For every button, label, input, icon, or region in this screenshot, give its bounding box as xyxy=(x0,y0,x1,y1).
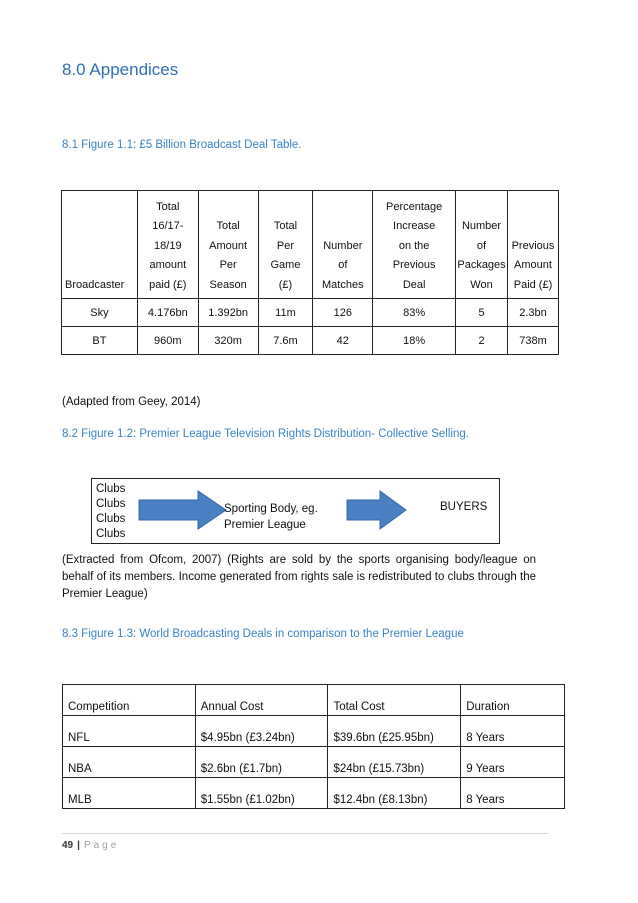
figure-2-note: (Extracted from Ofcom, 2007) (Rights are sold by the sports organising body/league on behalf of its members. Income generated from rights sale is redistributed to clubs through the Premier League) xyxy=(62,554,536,600)
clubs-list xyxy=(96,482,125,542)
table-cell: NFL xyxy=(63,716,196,747)
figure-3-caption: 8.3 Figure 1.3: World Broadcasting Deals in comparison to the Premier League xyxy=(62,628,464,640)
table-header-row xyxy=(63,685,565,716)
header-line: Total xyxy=(273,220,298,232)
table-cell: Sky xyxy=(62,299,138,327)
header-line: Number xyxy=(461,220,502,232)
header-line: Amount xyxy=(514,259,552,271)
sporting-body xyxy=(224,501,318,533)
page-word: Page xyxy=(83,840,120,851)
table-header-cell: Annual Cost xyxy=(195,685,328,716)
header-line: 16/17- xyxy=(152,220,184,232)
header-line: paid (£) xyxy=(149,278,187,291)
header-line: Percentage xyxy=(386,200,443,213)
table-cell: 2.3bn xyxy=(508,299,559,327)
header-line: of xyxy=(476,239,487,252)
table-row xyxy=(63,716,565,747)
table-cell: 320m xyxy=(198,327,258,355)
header-line: Number xyxy=(323,239,363,252)
header-line: Paid (£) xyxy=(513,278,553,291)
table-cell: $39.6bn (£25.95bn) xyxy=(328,716,461,747)
sporting-body-line: Sporting Body, eg. xyxy=(224,503,318,515)
table-row xyxy=(63,747,565,778)
header-line: Deal xyxy=(402,278,426,291)
table-cell: 4.176bn xyxy=(137,299,198,327)
appendices-heading: 8.0 Appendices xyxy=(62,60,179,79)
table-header-cell xyxy=(508,191,559,299)
header-line: Season xyxy=(209,278,247,291)
header-line: Broadcaster xyxy=(65,278,125,291)
header-line: Total xyxy=(156,200,180,213)
clubs-label: Clubs xyxy=(96,528,126,540)
table-cell: 5 xyxy=(456,299,508,327)
page-number: 49 xyxy=(62,840,74,851)
header-line: on the xyxy=(398,239,430,252)
table-row xyxy=(62,327,559,355)
header-line: Increase xyxy=(393,220,436,232)
table-header-cell: Duration xyxy=(461,685,565,716)
broadcast-deal-table xyxy=(61,190,559,355)
figure-1-caption: 8.1 Figure 1.1: £5 Billion Broadcast Deal Table. xyxy=(62,139,302,151)
table-cell: 2 xyxy=(456,327,508,355)
sporting-body-line: Premier League xyxy=(224,519,306,531)
header-line: Previous xyxy=(511,239,555,252)
header-line: 18/19 xyxy=(154,239,182,252)
table-header-cell xyxy=(313,191,373,299)
table-cell: 126 xyxy=(313,299,373,327)
figure-2-caption: 8.2 Figure 1.2: Premier League Television Rights Distribution- Collective Selling. xyxy=(62,428,469,440)
table-cell: MLB xyxy=(63,778,196,809)
table-header-cell xyxy=(456,191,508,299)
header-line: Per xyxy=(219,259,237,271)
table-row xyxy=(62,299,559,327)
header-line: of xyxy=(338,259,348,271)
page-footer xyxy=(62,840,119,851)
header-line: Packages xyxy=(457,259,506,271)
table-header-cell xyxy=(62,191,138,299)
header-line: Previous xyxy=(392,259,436,271)
table-cell: 42 xyxy=(313,327,373,355)
figure-1-source: (Adapted from Geey, 2014) xyxy=(62,396,201,408)
buyers-label: BUYERS xyxy=(440,501,488,513)
table-cell: 7.6m xyxy=(258,327,313,355)
header-line: Amount xyxy=(209,239,248,252)
header-line: Game xyxy=(270,259,301,271)
world-deals-table xyxy=(62,684,565,809)
table-cell: 11m xyxy=(258,299,313,327)
table-header-cell xyxy=(198,191,258,299)
header-line: amount xyxy=(149,259,187,271)
clubs-label: Clubs xyxy=(96,483,126,495)
clubs-label: Clubs xyxy=(96,498,126,510)
table-cell: 9 Years xyxy=(461,747,565,778)
table-cell: 83% xyxy=(373,299,456,327)
table-row xyxy=(63,778,565,809)
table-header-cell xyxy=(258,191,313,299)
header-line: Won xyxy=(470,278,493,291)
table-header-cell xyxy=(137,191,198,299)
table-cell: $4.95bn (£3.24bn) xyxy=(195,716,328,747)
table-cell: 960m xyxy=(137,327,198,355)
table-cell: 1.392bn xyxy=(198,299,258,327)
header-line: (£) xyxy=(278,278,293,291)
table-cell: BT xyxy=(62,327,138,355)
footer-divider xyxy=(62,833,548,834)
right-arrow-icon xyxy=(138,490,228,530)
table-cell: $12.4bn (£8.13bn) xyxy=(328,778,461,809)
rights-distribution-diagram xyxy=(91,478,500,544)
table-cell: NBA xyxy=(63,747,196,778)
header-line: Per xyxy=(276,239,295,252)
table-header-row xyxy=(62,191,559,299)
table-header-cell: Competition xyxy=(63,685,196,716)
table-cell: 738m xyxy=(508,327,559,355)
table-cell: 18% xyxy=(373,327,456,355)
table-header-cell xyxy=(373,191,456,299)
clubs-label: Clubs xyxy=(96,513,126,525)
header-line: Total xyxy=(216,220,240,232)
footer-separator: | xyxy=(77,840,80,851)
table-cell: 8 Years xyxy=(461,778,565,809)
table-header-cell: Total Cost xyxy=(328,685,461,716)
right-arrow-icon xyxy=(346,490,408,530)
table-cell: $24bn (£15.73bn) xyxy=(328,747,461,778)
table-cell: $1.55bn (£1.02bn) xyxy=(195,778,328,809)
header-line: Matches xyxy=(322,278,364,291)
table-cell: $2.6bn (£1.7bn) xyxy=(195,747,328,778)
table-cell: 8 Years xyxy=(461,716,565,747)
